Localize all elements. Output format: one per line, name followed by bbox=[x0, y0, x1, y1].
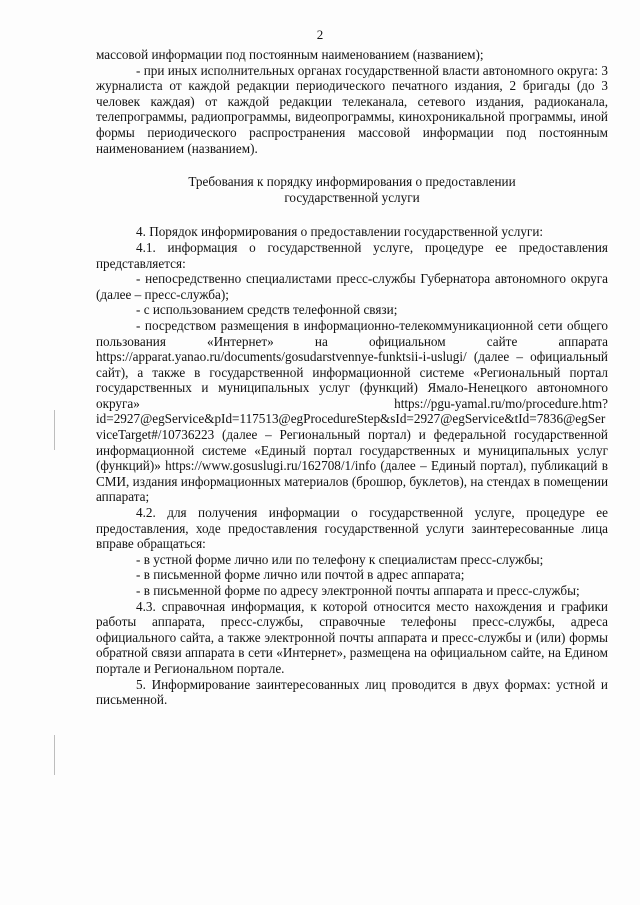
document-body bbox=[96, 47, 608, 708]
list-item: - непосредственно специалистами пресс-службы Губернатора автономного округа (далее – пресс-служба); bbox=[96, 271, 608, 302]
page-number: 2 bbox=[316, 27, 324, 42]
margin-line bbox=[54, 735, 55, 775]
margin-line bbox=[54, 410, 55, 450]
section-heading: Требования к порядку информирования о предоставлении государственной услуги bbox=[188, 174, 516, 205]
list-item: - в письменной форме лично или почтой в адрес аппарата; bbox=[136, 567, 465, 583]
list-item: - в письменной форме по адресу электронной почты аппарата и пресс-службы; bbox=[136, 583, 580, 598]
list-item: - посредством размещения в информационно-телекоммуникационной сети общего пользования «Интернет» на официальном сайте аппарата https://apparat.yanao.ru/documents/gosudarstvennye-funktsii-i-uslugi/ (далее – официальный сайт), а также в государственной информационной системе «Региональный портал государственных и муниципальных услуг (функций) Ямало-Ненецкого автономного округа» https://pgu-yamal.ru/mo/procedure.htm?id=2927@egService&pId=117513@egProcedureStep&sId=2927@egService&tId=7836@egServiceTarget#/10736223 (далее – Региональный портал) и федеральной государственной информационной системе «Единый портал государственных и муниципальных услуг (функций)» https://www.gosuslugi.ru/162708/1/info (далее – Единый портал), публикаций в СМИ, издания информационных материалов (брошюр, буклетов), на стендах в помещении аппарата; bbox=[96, 317, 608, 505]
paragraph: - при иных исполнительных органах государственной власти автономного округа: 3 журналиста от каждой редакции периодического печатного издания, 2 бригады (до 3 человек каждая) от каждой редакции телеканала, сетевого издания, радиоканала, телепрограммы, радиопрограммы, видеопрограммы, кинохроникальной программы, иной формы периодического распространения массовой информации под постоянным наименованием (названием). bbox=[96, 62, 608, 156]
paragraph: 4.1. информация о государственной услуге, процедуре ее предоставления представляется: bbox=[96, 239, 608, 271]
paragraph: 4.3. справочная информация, к которой относится место нахождения и графики работы аппарата, пресс-службы, справочные телефоны пресс-службы, адреса официального сайта, а также электронной почты аппарата и пресс-службы и (или) формы обратной связи аппарата в сети «Интернет», размещена на официальном сайте, на Едином портале и Региональном портале. bbox=[96, 598, 608, 676]
paragraph: 4. Порядок информирования о предоставлении государственной услуги: bbox=[136, 224, 544, 240]
list-item: - в устной форме лично или по телефону к специалистам пресс-службы; bbox=[136, 551, 544, 567]
list-item: - с использованием средств телефонной связи; bbox=[136, 302, 398, 318]
paragraph: 5. Информирование заинтересованных лиц проводится в двух формах: устной и письменной. bbox=[96, 676, 608, 708]
paragraph: массовой информации под постоянным наименованием (названием); bbox=[96, 47, 484, 62]
paragraph: 4.2. для получения информации о государственной услуге, процедуре ее предоставления, ходе предоставления государственной услуги заинтересованные лица вправе обращаться: bbox=[96, 505, 608, 552]
